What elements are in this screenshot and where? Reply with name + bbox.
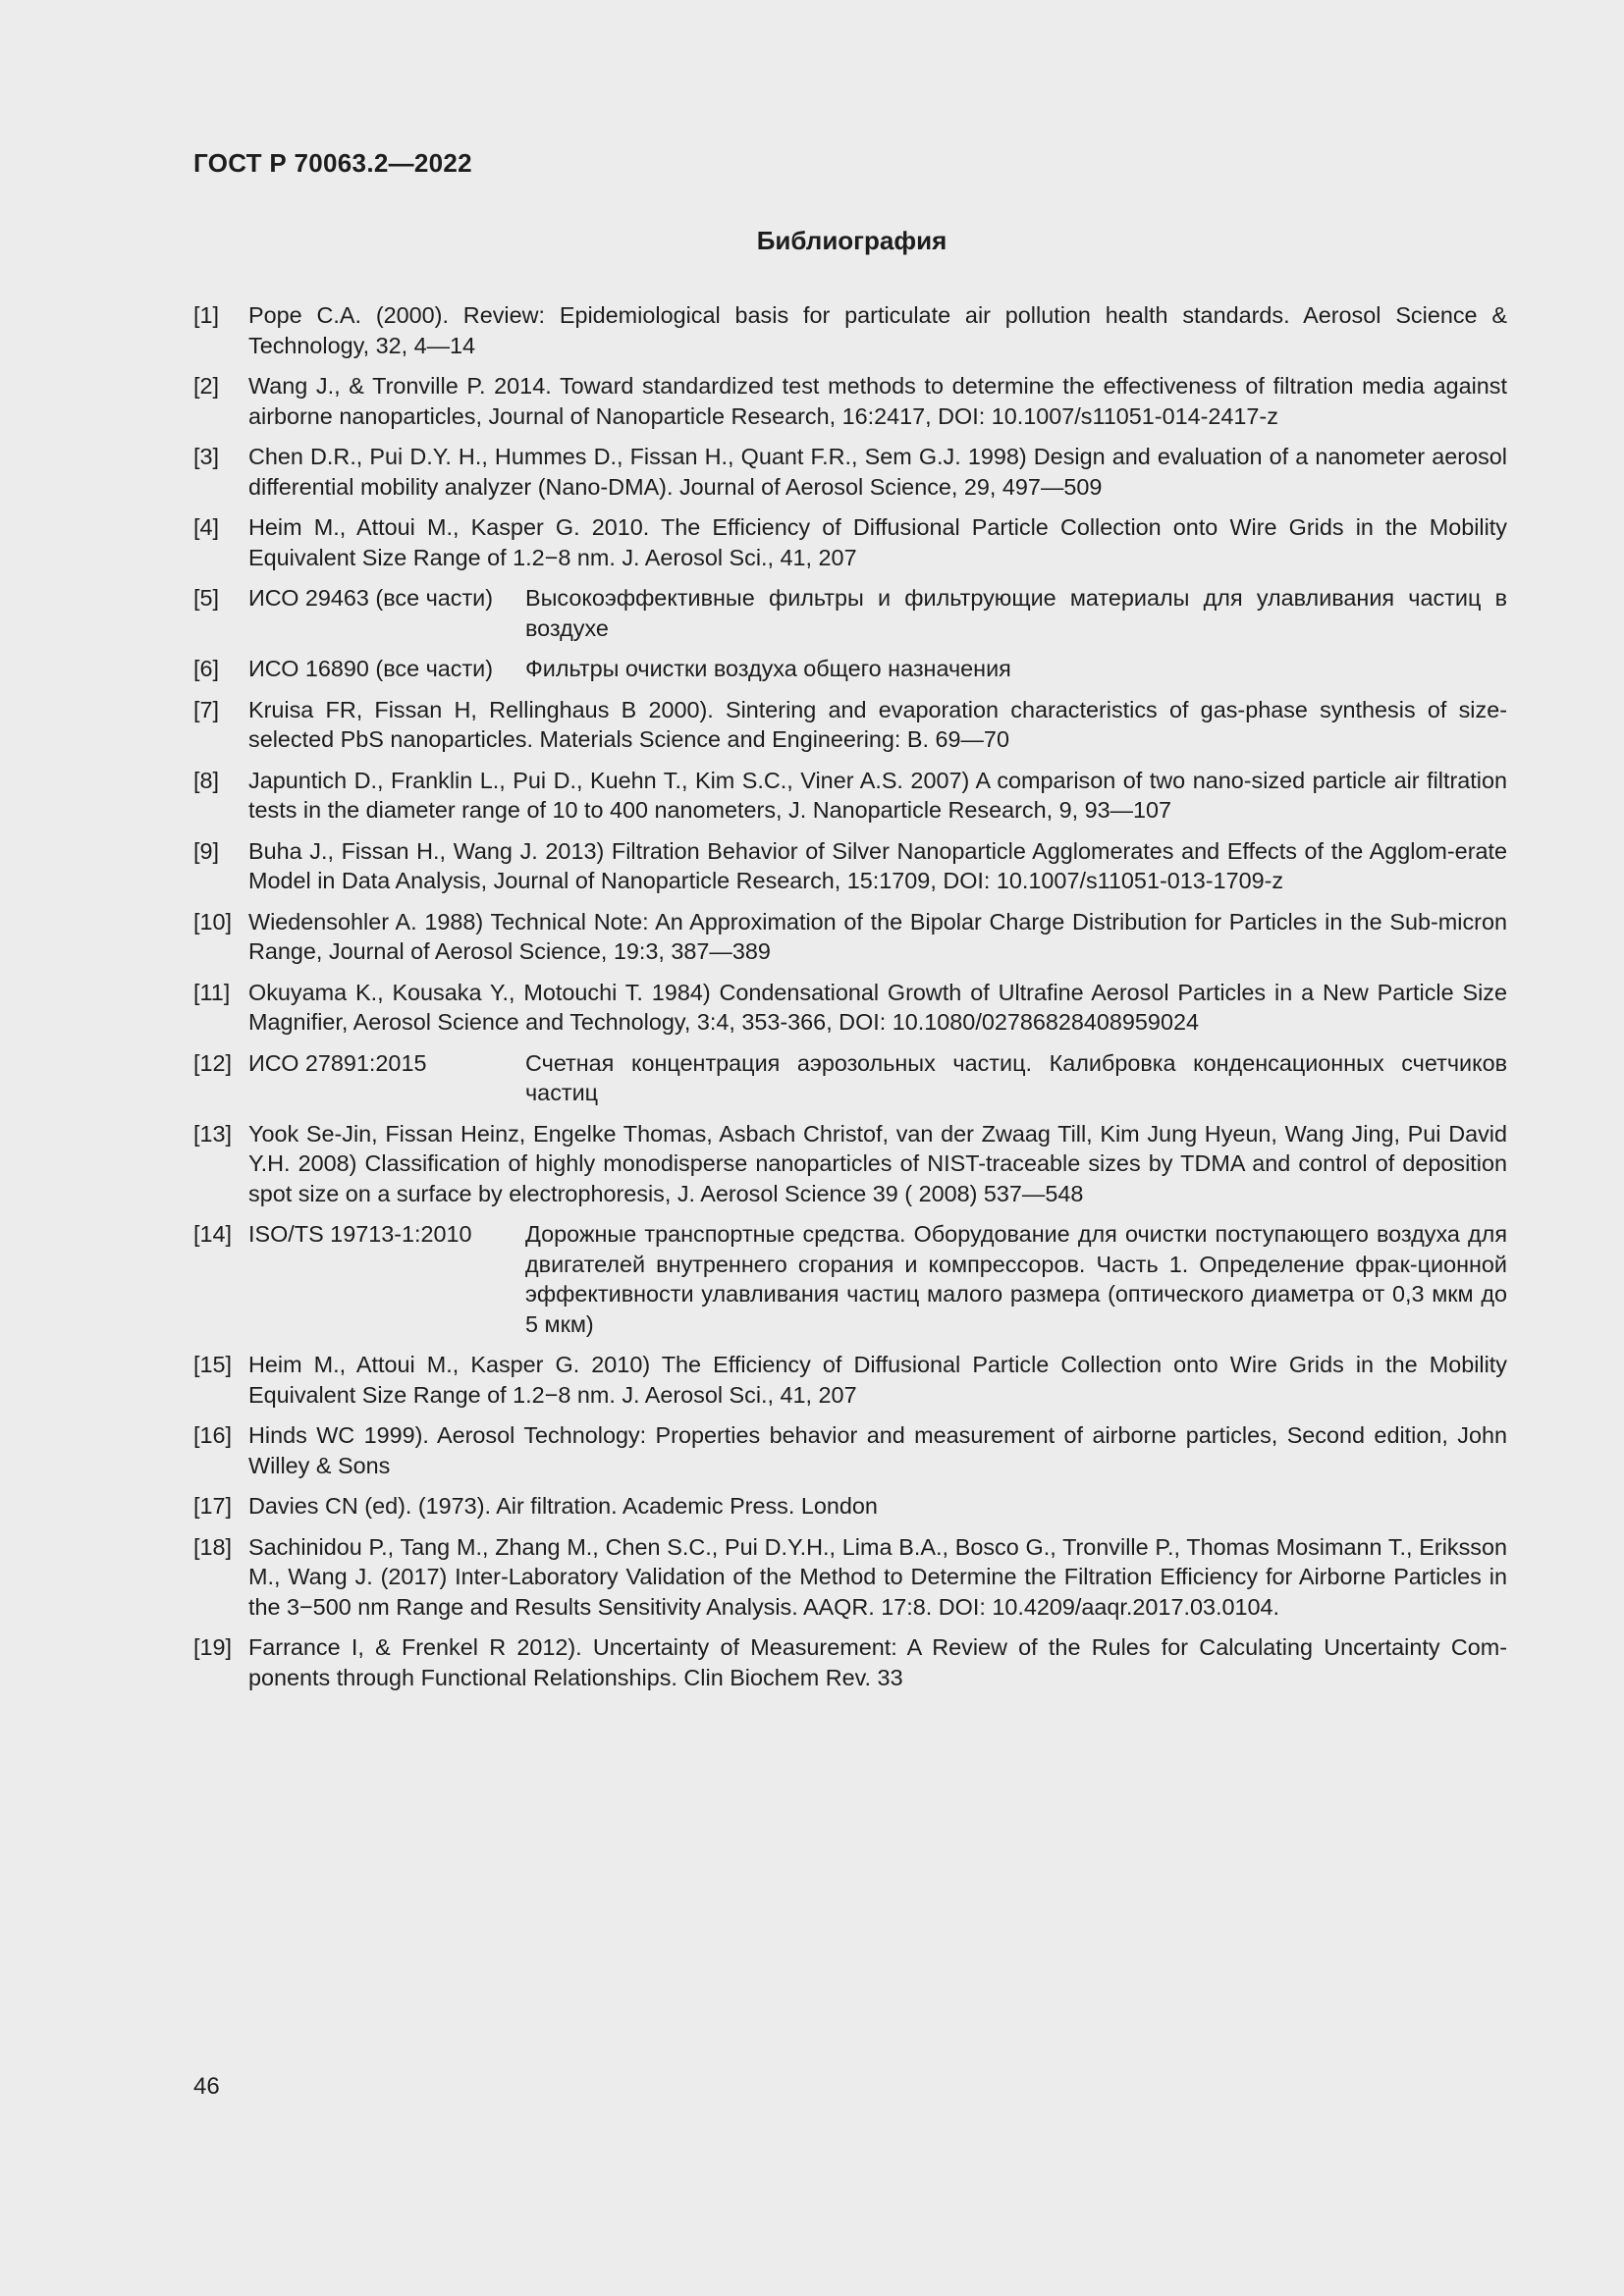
- reference-body: [248, 1532, 1507, 1623]
- standard-title: Счетная концентрация аэрозольных частиц. Калибровка конденсационных счетчиков частиц: [525, 1049, 1507, 1105]
- bibliography-item: [193, 371, 1507, 431]
- reference-text: Hinds WC 1999). Aerosol Technology: Properties behavior and measurement of airborne particles, Second edition, John Willey & Sons: [248, 1422, 1507, 1478]
- reference-body: [248, 1350, 1507, 1410]
- bibliography-item: [193, 1632, 1507, 1692]
- bibliography-item: [193, 1219, 1507, 1339]
- reference-body: [248, 978, 1507, 1038]
- reference-body: [248, 1632, 1507, 1692]
- reference-number: [2]: [193, 373, 220, 399]
- reference-number: [7]: [193, 696, 220, 722]
- bibliography-item: [193, 442, 1507, 502]
- reference-number: [18]: [193, 1533, 233, 1560]
- bibliography-item: [193, 1491, 1507, 1522]
- reference-number: [6]: [193, 656, 220, 681]
- reference-body: [248, 1219, 1507, 1339]
- standard-code: ИСО 29463 (все части): [248, 585, 494, 611]
- reference-body: [248, 442, 1507, 502]
- bibliography-item: [193, 1119, 1507, 1209]
- reference-text: Yook Se-Jin, Fissan Heinz, Engelke Thomas, Asbach Christof, van der Zwaag Till, Kim Jung Hyeun, Wang Jing, Pui David Y.H. 2008) Classification of highly monodisperse nanoparticles of NIST-traceable sizes by TDMA and control of deposition spot size on a surface by electrophoresis, J. Aerosol Science 39 ( 2008) 537—548: [248, 1120, 1507, 1206]
- bibliography-item: [193, 300, 1507, 360]
- reference-number: [15]: [193, 1352, 233, 1377]
- reference-text: Davies CN (ed). (1973). Air filtration. Academic Press. London: [248, 1493, 878, 1519]
- bibliography-item: [193, 583, 1507, 643]
- page-number: 46: [193, 2073, 220, 2100]
- reference-body: [248, 1420, 1507, 1480]
- reference-text: Kruisa FR, Fissan H, Rellinghaus B 2000). Sintering and evaporation characteristics of gas-phase synthesis of size-selected PbS nanoparticles. Materials Science and Engineering: B. 69—70: [248, 696, 1507, 752]
- reference-body: [248, 766, 1507, 826]
- reference-text: Pope C.A. (2000). Review: Epidemiological basis for particulate air pollution health standards. Aerosol Science & Technology, 32, 4—14: [248, 302, 1507, 358]
- reference-text: Heim M., Attoui M., Kasper G. 2010) The Efficiency of Diffusional Particle Collection onto Wire Grids in the Mobility Equivalent Size Range of 1.2−8 nm. J. Aerosol Sci., 41, 207: [248, 1352, 1507, 1408]
- standard-code: ИСО 27891:2015: [248, 1049, 427, 1076]
- bibliography-item: [193, 1532, 1507, 1623]
- reference-number: [5]: [193, 585, 220, 611]
- reference-text: Wiedensohler A. 1988) Technical Note: An Approximation of the Bipolar Charge Distribution for Particles in the Sub-micron Range, Journal of Aerosol Science, 19:3, 387—389: [248, 908, 1507, 964]
- reference-number: [12]: [193, 1049, 233, 1076]
- reference-number: [1]: [193, 302, 220, 328]
- reference-number: [16]: [193, 1422, 233, 1448]
- bibliography-item: [193, 654, 1507, 684]
- standard-title: Фильтры очистки воздуха общего назначения: [525, 656, 1011, 681]
- reference-body: [248, 1119, 1507, 1209]
- standard-title: Дорожные транспортные средства. Оборудование для очистки поступающего воздуха для двигателей внутреннего сгорания и компрессоров. Часть 1. Определение фрак-ционной эффективности улавливания частиц малого размера (оптического диаметра от 0,3 мкм до 5 мкм): [525, 1221, 1507, 1337]
- reference-body: [248, 907, 1507, 967]
- reference-text: Chen D.R., Pui D.Y. H., Hummes D., Fissan H., Quant F.R., Sem G.J. 1998) Design and evaluation of a nanometer aerosol differential mobility analyzer (Nano-DMA). Journal of Aerosol Science, 29, 497—509: [248, 444, 1507, 500]
- reference-text: Heim M., Attoui M., Kasper G. 2010. The Efficiency of Diffusional Particle Collection onto Wire Grids in the Mobility Equivalent Size Range of 1.2−8 nm. J. Aerosol Sci., 41, 207: [248, 514, 1507, 570]
- bibliography-item: [193, 1350, 1507, 1410]
- reference-text: Buha J., Fissan H., Wang J. 2013) Filtration Behavior of Silver Nanoparticle Agglomerates and Effects of the Agglom-erate Model in Data Analysis, Journal of Nanoparticle Research, 15:1709, DOI: 10.1007/s11051-013-1709-z: [248, 837, 1507, 893]
- reference-number: [11]: [193, 979, 231, 1005]
- reference-number: [13]: [193, 1120, 233, 1147]
- reference-number: [9]: [193, 837, 220, 864]
- reference-body: [248, 1491, 1507, 1522]
- reference-body: [248, 1048, 1507, 1108]
- bibliography-item: [193, 512, 1507, 572]
- bibliography-item: [193, 978, 1507, 1038]
- bibliography-item: [193, 1420, 1507, 1480]
- bibliography-list: [193, 300, 1507, 1703]
- reference-number: [4]: [193, 514, 220, 540]
- bibliography-item: [193, 695, 1507, 755]
- bibliography-item: [193, 836, 1507, 896]
- reference-number: [14]: [193, 1221, 233, 1247]
- reference-body: [248, 583, 1507, 643]
- reference-body: [248, 512, 1507, 572]
- reference-text: Japuntich D., Franklin L., Pui D., Kuehn T., Kim S.C., Viner A.S. 2007) A comparison of two nano-sized particle air filtration tests in the diameter range of 10 to 400 nanometers, J. Nanoparticle Research, 9, 93—107: [248, 767, 1507, 823]
- standard-code: ISO/TS 19713-1:2010: [248, 1221, 472, 1247]
- document-header: ГОСТ Р 70063.2—2022: [193, 148, 472, 178]
- section-title: Библиография: [756, 226, 947, 255]
- reference-body: [248, 836, 1507, 896]
- standard-title: Высокоэффективные фильтры и фильтрующие материалы для улавливания частиц в воздухе: [525, 585, 1507, 641]
- reference-number: [17]: [193, 1493, 233, 1519]
- bibliography-item: [193, 1048, 1507, 1108]
- reference-body: [248, 371, 1507, 431]
- reference-body: [248, 695, 1507, 755]
- standard-code: ИСО 16890 (все части): [248, 656, 494, 681]
- reference-number: [8]: [193, 767, 220, 793]
- reference-text: Sachinidou P., Tang M., Zhang M., Chen S.C., Pui D.Y.H., Lima B.A., Bosco G., Tronville P., Thomas Mosimann T., Eriksson M., Wang J. (2017) Inter-Laboratory Validation of the Method to Determine the Filtration Efficiency for Airborne Particles in the 3−500 nm Range and Results Sensitivity Analysis. AAQR. 17:8. DOI: 10.4209/aaqr.2017.03.0104.: [248, 1533, 1507, 1620]
- bibliography-item: [193, 766, 1507, 826]
- bibliography-item: [193, 907, 1507, 967]
- reference-body: [248, 300, 1507, 360]
- reference-body: [248, 654, 1507, 684]
- reference-text: Farrance I, & Frenkel R 2012). Uncertainty of Measurement: A Review of the Rules for Calculating Uncertainty Com-ponents through Functional Relationships. Clin Biochem Rev. 33: [248, 1634, 1507, 1690]
- reference-text: Okuyama K., Kousaka Y., Motouchi T. 1984) Condensational Growth of Ultrafine Aerosol Particles in a New Particle Size Magnifier, Aerosol Science and Technology, 3:4, 353-366, DOI: 10.1080/02786828408959024: [248, 979, 1507, 1035]
- reference-number: [19]: [193, 1634, 233, 1660]
- reference-number: [3]: [193, 444, 220, 469]
- reference-text: Wang J., & Tronville P. 2014. Toward standardized test methods to determine the effectiveness of filtration media against airborne nanoparticles, Journal of Nanoparticle Research, 16:2417, DOI: 10.1007/s11051-014-2417-z: [248, 373, 1507, 429]
- reference-number: [10]: [193, 908, 233, 934]
